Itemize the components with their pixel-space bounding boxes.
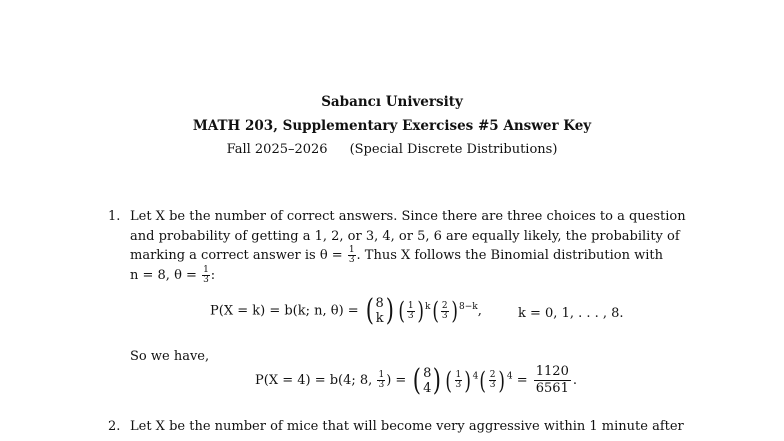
term-line [0, 142, 784, 157]
binomial-pmf-formula: P(X = k) = b(k; n, θ) = ( 8 k ) ( $\frac{1}{3}$ ) $^k$ ( $\frac{2}{3}$ ) $^{8-k}$, [210, 293, 482, 328]
result-mid: ) = [386, 373, 411, 388]
topic: (Special Discrete Distributions) [349, 142, 558, 157]
formula-range: k = 0, 1, . . . , 8. [518, 306, 624, 321]
problem-1-line-3-tail: . Thus X follows the Binomial distribution with [356, 248, 664, 263]
result-end: . [572, 373, 577, 388]
problem-1 [108, 207, 694, 285]
power-term-1: ( $\frac{1}{3}$ ) [397, 297, 424, 325]
power-term-2: ( $\frac{2}{3}$ ) [431, 297, 458, 325]
result-formula: P(X = 4) = b(4; 8, $\frac{1}{3}$ ) = ( 8 4 ) ( $\frac{1}{3}$ ) $^4$ ( $\frac{2}{3}$ ) $^4$ = $\frac{1120}{6561}$ . [255, 362, 577, 398]
power-term-2: ( $\frac{2}{3}$ ) [479, 366, 506, 395]
result-numerator: 1120 [535, 364, 569, 379]
fraction-one-third: $\frac{1}{3}$ [203, 264, 209, 285]
problem-2 [108, 417, 694, 437]
result-fraction [534, 364, 571, 397]
binomial-coefficient: ( 8 4 ) [413, 362, 442, 398]
fraction-one-third: $\frac{1}{3}$ [348, 245, 355, 265]
so-we-have: So we have, [130, 349, 210, 364]
problem-1-line-2: and probability of getting a 1, 2, or 3, 4, or 5, 6 are equally likely, the probability of [130, 228, 680, 244]
result-denominator: 6561 [535, 381, 569, 396]
problem-2-number: 2. [108, 419, 121, 434]
problem-1-line-4-tail: : [210, 267, 216, 283]
problem-1-line-4 [130, 266, 694, 286]
document-title: MATH 203, Supplementary Exercises #5 Answer Key [192, 118, 592, 134]
term: Fall 2025–2026 [226, 142, 328, 157]
problem-1-line-4-text: n = 8, θ = [130, 267, 202, 283]
problem-1-line-3 [130, 246, 694, 266]
problem-2-line-1: Let X be the number of mice that will become very aggressive within 1 minute after [130, 419, 684, 434]
problem-1-line-3-text: marking a correct answer is θ = [130, 248, 347, 263]
problem-1-number: 1. [108, 209, 121, 224]
result-lhs: P(X = 4) = b(4; 8, [255, 373, 377, 388]
formula-lhs: P(X = k) = b(k; n, θ) = [210, 303, 363, 319]
binomial-coefficient: ( 8 k ) [365, 293, 394, 328]
university-heading: Sabancı University [321, 94, 463, 110]
power-term-1: ( $\frac{1}{3}$ ) [445, 366, 472, 395]
problem-1-line-1: Let X be the number of correct answers. Since there are three choices to a question [130, 209, 686, 224]
